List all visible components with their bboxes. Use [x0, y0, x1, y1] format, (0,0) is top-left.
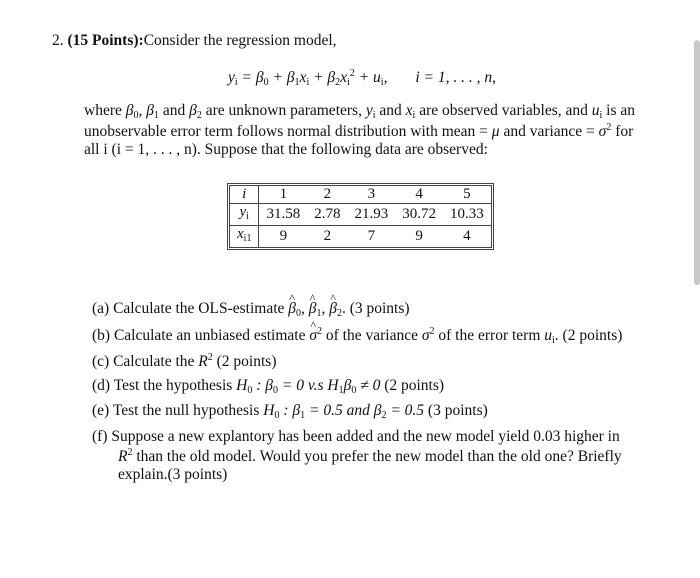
table-row: i 1 2 3 4 5	[230, 186, 491, 204]
paragraph-line-1: where $\beta_0$, $\beta_1$ and $\beta_2$ are unknown parameters, $y_i$ and $x_i$ are observed variables, and $u_i$ is an	[84, 102, 636, 121]
question-f-line-3: explain.(3 points)	[118, 466, 228, 483]
problem-points: (15 Points):	[67, 32, 144, 49]
table-row: $y_i$ 31.58 2.78 21.93 30.72 10.33	[230, 204, 491, 226]
question-e: (e) Test the null hypothesis $H_0$ : $\beta_1 = 0.5$ and $\beta_2 = 0.5$ (3 points)	[92, 402, 488, 421]
equation-index: i = 1, . . . , n,	[415, 69, 496, 86]
paragraph-line-2: unobservable error term follows normal distribution with mean = μ and variance = $\sigma^2$ for	[84, 122, 634, 140]
question-c: (c) Calculate the $R^2$ (2 points)	[92, 352, 277, 370]
question-f-line-2: $R^2$ than the old model. Would you prefer the new model than the old one? Briefly	[118, 447, 622, 465]
regression-equation	[228, 68, 496, 88]
question-b: (b) Calculate an unbiased estimate ^ $\sigma^2$ of the variance $\sigma^2$ of the error term $u_i$. (2 points)	[92, 326, 622, 346]
row-label: i	[230, 186, 259, 204]
scrollbar[interactable]	[694, 40, 700, 285]
problem-number: 2.	[52, 32, 64, 49]
question-a: (a) Calculate the OLS-estimate ^ $\beta_0$, ^ $\beta_1$, ^ $\beta_2$. (3 points)	[92, 300, 410, 319]
data-table	[227, 183, 494, 250]
problem-header	[52, 32, 337, 50]
paragraph-line-3: all i (i = 1, . . . , n). Suppose that the following data are observed:	[84, 141, 488, 158]
question-f: (f) Suppose a new explantory has been added and the new model yield 0.03 higher in	[92, 428, 620, 445]
problem-intro: Consider the regression model,	[143, 32, 337, 49]
row-label: $y_i$	[230, 204, 259, 226]
equation-formula: $y_i = \beta_0 + \beta_1x_i + \beta_2x_i^2 + u_i$,	[228, 68, 388, 88]
row-label: $x_{i1}$	[230, 226, 259, 248]
table-row: $x_{i1}$ 9 2 7 9 4	[230, 226, 491, 248]
question-d: (d) Test the hypothesis $H_0$ : $\beta_0 = 0$ v.s $H_1\beta_0 \ne 0$ (2 points)	[92, 377, 445, 396]
